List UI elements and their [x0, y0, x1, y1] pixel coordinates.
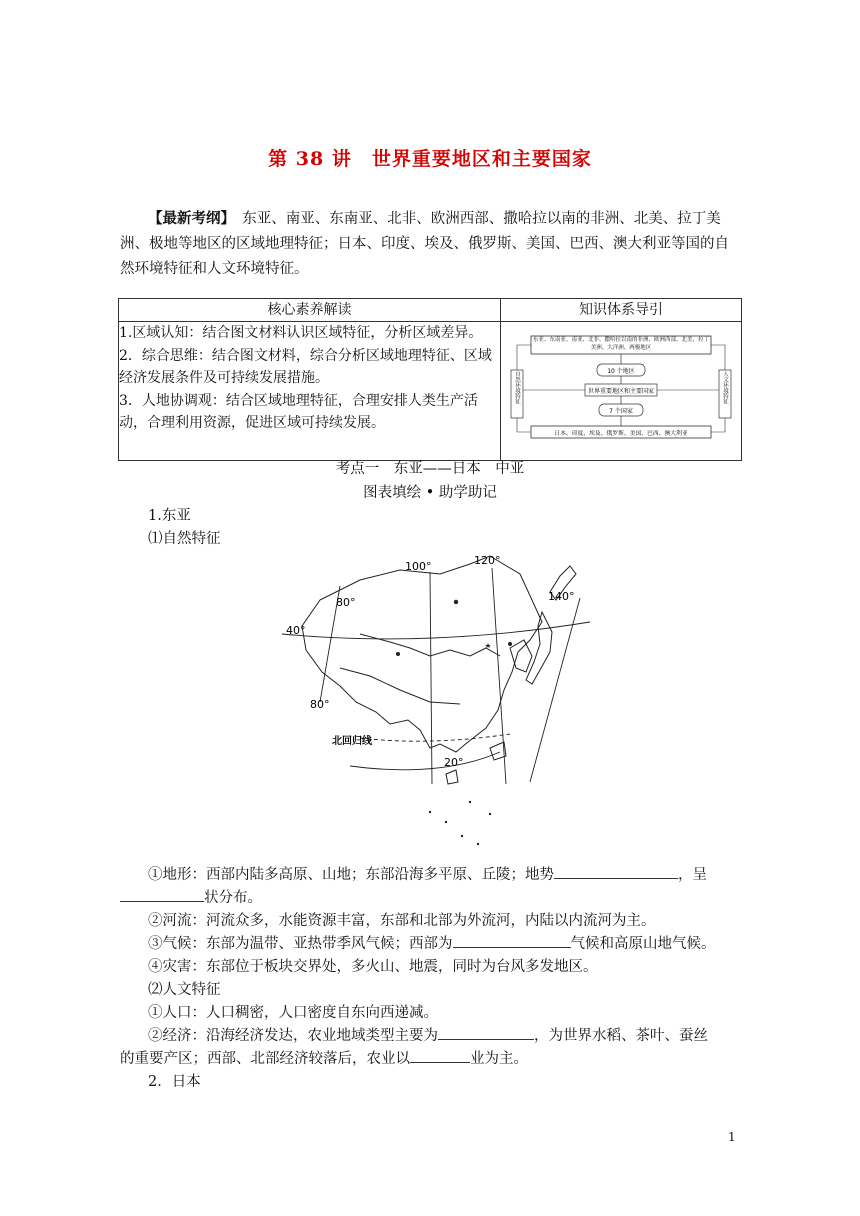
- section-subheading: 图表填绘 • 助学助记: [363, 485, 497, 501]
- terrain-blank-2[interactable]: [120, 887, 204, 902]
- lon120-line: [492, 568, 506, 784]
- core-item-3: 3．人地协调观：结合区域地理特征，合理安排人类生产活动，合理利用资源，促进区域可持续发展。: [119, 392, 478, 431]
- lat20-line: [350, 752, 500, 770]
- diagram-regions: 10 个地区: [607, 368, 635, 375]
- core-item-2: 2．综合思维：结合图文材料，综合分析区域地理特征、区域经济发展条件及可持续发展措施。: [119, 347, 492, 386]
- climate-blank[interactable]: [453, 933, 571, 948]
- syllabus-paragraph: [120, 206, 742, 282]
- terrain-blank-1[interactable]: [554, 864, 678, 879]
- diagram-right-side: 人文环境特征: [722, 371, 728, 404]
- population-line: ①人口：人口稠密，人口密度自东向西递减。: [148, 1005, 438, 1021]
- terrain-text: ①地形：西部内陆多高原、山地；东部沿海多平原、丘陵；地势: [148, 867, 554, 883]
- heading-japan: 2．日本: [148, 1074, 201, 1090]
- syllabus-text: 东亚、南亚、东南亚、北非、欧洲西部、撒哈拉以南的非洲、北美、拉丁美洲、极地等地区的区域地理特征；日本、印度、埃及、俄罗斯、美国、巴西、澳大利亚等国的自然环境特征和人文环境特征。: [120, 211, 729, 277]
- label-120: 120°: [474, 554, 501, 567]
- knowledge-diagram-cell: [501, 322, 742, 461]
- lon140-line: [530, 598, 580, 782]
- label-40: 40°: [286, 624, 306, 637]
- knowledge-diagram: [501, 322, 741, 456]
- diagram-left-side: 自然环境特征: [514, 371, 520, 404]
- climate-text: ③气候：东部为温带、亚热带季风气候；西部为: [148, 936, 453, 952]
- economy-text-3: 的重要产区；西部、北部经济较落后，农业以: [120, 1051, 410, 1067]
- syllabus-label: 【最新考纲】: [148, 210, 228, 227]
- lon100-line: [430, 572, 432, 784]
- terrain-line-2: [120, 887, 262, 910]
- rivers-line: ②河流：河流众多，水能资源丰富，东部和北部为外流河，内陆以内流河为主。: [148, 913, 656, 929]
- table-header-knowledge: 知识体系导引: [501, 299, 742, 322]
- terrain-text-3: 状分布。: [204, 890, 262, 906]
- climate-line: [148, 933, 716, 956]
- beijing-star: [485, 643, 491, 648]
- label-80b: 80°: [310, 698, 330, 711]
- terrain-text-2: ，呈: [678, 867, 707, 883]
- economy-blank-2[interactable]: [410, 1048, 470, 1063]
- heading-natural-features: ⑴自然特征: [148, 531, 221, 547]
- economy-blank-1[interactable]: [438, 1025, 534, 1040]
- economy-text-2: ，为世界水稻、茶叶、蚕丝: [534, 1028, 708, 1044]
- border-line: [360, 634, 500, 656]
- heading-human-features: ⑵人文特征: [148, 982, 221, 998]
- lat40-line: [282, 622, 590, 639]
- diagram-center: 世界重要地区和主要国家: [587, 388, 655, 395]
- economy-text: ②经济：沿海经济发达，农业地域类型主要为: [148, 1028, 438, 1044]
- economy-line-2: [120, 1048, 528, 1071]
- economy-text-4: 业为主。: [470, 1051, 528, 1067]
- core-literacy-list: [119, 322, 501, 461]
- east-asia-map: [280, 552, 610, 852]
- diagram-top-box: 东亚、东南亚、南亚、北非、撒哈拉以南的非洲、欧洲西部、北美、拉丁美洲、大洋洲、两极地区: [532, 337, 709, 351]
- border-line-2: [340, 668, 460, 704]
- economy-line: [148, 1025, 742, 1048]
- heading-east-asia: 1.东亚: [148, 508, 191, 524]
- terrain-line: [148, 864, 742, 887]
- section-heading: 考点一 东亚——日本 中亚: [335, 461, 525, 477]
- label-tropic: 北回归线: [332, 736, 372, 747]
- east-asia-outline: [302, 556, 542, 752]
- japan-islands: [526, 612, 552, 684]
- label-80a: 80°: [336, 596, 356, 609]
- page-title: 第 38 讲 世界重要地区和主要国家: [268, 148, 592, 170]
- core-literacy-table: [118, 298, 742, 461]
- label-20: 20°: [444, 756, 464, 769]
- climate-text-2: 气候和高原山地气候。: [570, 936, 716, 952]
- table-header-core: 核心素养解读: [119, 299, 501, 322]
- diagram-bottom-box: 日本、印度、埃及、俄罗斯、美国、巴西、澳大利亚: [554, 431, 688, 437]
- diagram-countries: 7 个国家: [609, 408, 633, 415]
- disaster-line: ④灾害：东部位于板块交界处，多火山、地震，同时为台风多发地区。: [148, 959, 598, 975]
- page-number: 1: [728, 1130, 736, 1144]
- label-140: 140°: [548, 590, 575, 603]
- label-100: 100°: [405, 560, 432, 573]
- hainan-island: [446, 770, 458, 784]
- tropic-line: [360, 734, 510, 741]
- core-item-1: 1.区域认知：结合图文材料认识区域特征，分析区域差异。: [119, 325, 483, 341]
